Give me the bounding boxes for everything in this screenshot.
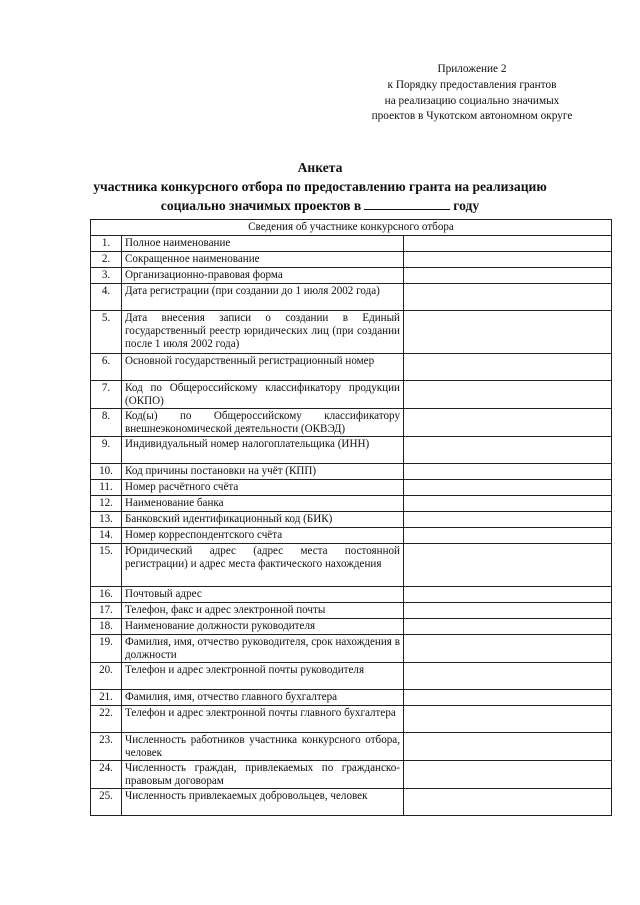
table-row: [91, 464, 612, 480]
row-value-field[interactable]: [404, 354, 612, 381]
row-number: 25.: [91, 789, 122, 816]
row-number: 13.: [91, 512, 122, 528]
row-label: Дата регистрации (при создании до 1 июля 2002 года): [122, 284, 404, 311]
table-row: [91, 619, 612, 635]
row-value-field[interactable]: [404, 464, 612, 480]
row-label: Наименование банка: [122, 496, 404, 512]
title-line-3: [40, 196, 600, 215]
row-number: 16.: [91, 587, 122, 603]
row-value-field[interactable]: [404, 789, 612, 816]
table-row: [91, 354, 612, 381]
row-value-field[interactable]: [404, 690, 612, 706]
table-row: [91, 635, 612, 663]
row-label: Основной государственный регистрационный номер: [122, 354, 404, 381]
table-row: [91, 587, 612, 603]
row-number: 4.: [91, 284, 122, 311]
row-number: 7.: [91, 381, 122, 409]
row-number: 1.: [91, 236, 122, 252]
table-row: [91, 496, 612, 512]
row-label: Сокращенное наименование: [122, 252, 404, 268]
row-label: Телефон и адрес электронной почты главного бухгалтера: [122, 706, 404, 733]
row-number: 20.: [91, 663, 122, 690]
row-label: Численность привлекаемых добровольцев, человек: [122, 789, 404, 816]
table-row: [91, 663, 612, 690]
row-label: Фамилия, имя, отчество главного бухгалтера: [122, 690, 404, 706]
table-row: [91, 252, 612, 268]
table-header: Сведения об участнике конкурсного отбора: [91, 220, 612, 236]
row-value-field[interactable]: [404, 268, 612, 284]
row-label: Полное наименование: [122, 236, 404, 252]
row-number: 3.: [91, 268, 122, 284]
table-row: [91, 706, 612, 733]
row-number: 5.: [91, 311, 122, 354]
table-row: [91, 311, 612, 354]
row-label: Код(ы) по Общероссийскому классификатору внешнеэкономической деятельности (ОКВЭД): [122, 409, 404, 437]
row-value-field[interactable]: [404, 437, 612, 464]
row-value-field[interactable]: [404, 381, 612, 409]
row-label: Юридический адрес (адрес места постоянной регистрации) и адрес места фактического нахождения: [122, 544, 404, 587]
table-row: [91, 437, 612, 464]
row-number: 19.: [91, 635, 122, 663]
title-line-3-end: году: [453, 198, 480, 213]
document-title: [40, 158, 600, 215]
table-row: [91, 236, 612, 252]
title-line-2: участника конкурсного отбора по предоставлению гранта на реализацию: [93, 179, 547, 194]
row-value-field[interactable]: [404, 496, 612, 512]
appendix-line-4: проектов в Чукотском автономном округе: [371, 110, 573, 123]
row-value-field[interactable]: [404, 635, 612, 663]
row-value-field[interactable]: [404, 480, 612, 496]
row-number: 6.: [91, 354, 122, 381]
row-label: Индивидуальный номер налогоплательщика (ИНН): [122, 437, 404, 464]
row-number: 18.: [91, 619, 122, 635]
row-value-field[interactable]: [404, 706, 612, 733]
row-label: Почтовый адрес: [122, 587, 404, 603]
row-value-field[interactable]: [404, 587, 612, 603]
row-number: 22.: [91, 706, 122, 733]
row-label: Дата внесения записи о создании в Единый государственный реестр юридических лиц (при создании после 1 июля 2002 года): [122, 311, 404, 354]
table-row: [91, 409, 612, 437]
row-value-field[interactable]: [404, 252, 612, 268]
row-label: Код причины постановки на учёт (КПП): [122, 464, 404, 480]
row-value-field[interactable]: [404, 733, 612, 761]
row-value-field[interactable]: [404, 512, 612, 528]
table-row: [91, 603, 612, 619]
row-number: 8.: [91, 409, 122, 437]
row-number: 21.: [91, 690, 122, 706]
table-row: [91, 268, 612, 284]
row-label: Численность граждан, привлекаемых по гражданско-правовым договорам: [122, 761, 404, 789]
table-row: [91, 381, 612, 409]
table-row: [91, 761, 612, 789]
row-number: 17.: [91, 603, 122, 619]
row-label: Организационно-правовая форма: [122, 268, 404, 284]
row-value-field[interactable]: [404, 663, 612, 690]
title-line-3-start: социально значимых проектов в: [160, 198, 362, 213]
table-row: [91, 528, 612, 544]
row-value-field[interactable]: [404, 619, 612, 635]
table-row: [91, 690, 612, 706]
row-label: Численность работников участника конкурсного отбора, человек: [122, 733, 404, 761]
row-value-field[interactable]: [404, 409, 612, 437]
row-number: 15.: [91, 544, 122, 587]
row-value-field[interactable]: [404, 544, 612, 587]
table-row: [91, 789, 612, 816]
row-label: Банковский идентификационный код (БИК): [122, 512, 404, 528]
table-row: [91, 544, 612, 587]
row-value-field[interactable]: [404, 761, 612, 789]
questionnaire-table: [90, 219, 612, 816]
row-value-field[interactable]: [404, 311, 612, 354]
row-number: 11.: [91, 480, 122, 496]
table-row: [91, 512, 612, 528]
appendix-line-1: Приложение 2: [437, 63, 507, 75]
row-value-field[interactable]: [404, 528, 612, 544]
row-number: 24.: [91, 761, 122, 789]
row-value-field[interactable]: [404, 284, 612, 311]
row-label: Телефон и адрес электронной почты руководителя: [122, 663, 404, 690]
row-label: Номер корреспондентского счёта: [122, 528, 404, 544]
row-value-field[interactable]: [404, 236, 612, 252]
appendix-line-3: на реализацию социально значимых: [384, 94, 560, 107]
row-label: Наименование должности руководителя: [122, 619, 404, 635]
row-label: Телефон, факс и адрес электронной почты: [122, 603, 404, 619]
table-row: [91, 284, 612, 311]
row-number: 12.: [91, 496, 122, 512]
appendix-note: [342, 62, 602, 125]
row-number: 2.: [91, 252, 122, 268]
row-label: Фамилия, имя, отчество руководителя, срок нахождения в должности: [122, 635, 404, 663]
row-label: Код по Общероссийскому классификатору продукции (ОКПО): [122, 381, 404, 409]
row-number: 23.: [91, 733, 122, 761]
table-row: [91, 480, 612, 496]
row-number: 14.: [91, 528, 122, 544]
row-number: 9.: [91, 437, 122, 464]
table-header-row: [91, 220, 612, 236]
appendix-line-2: к Порядку предоставления грантов: [387, 78, 557, 91]
row-label: Номер расчётного счёта: [122, 480, 404, 496]
title-line-1: Анкета: [297, 160, 343, 175]
year-blank-field[interactable]: [364, 198, 450, 210]
table-row: [91, 733, 612, 761]
row-value-field[interactable]: [404, 603, 612, 619]
row-number: 10.: [91, 464, 122, 480]
